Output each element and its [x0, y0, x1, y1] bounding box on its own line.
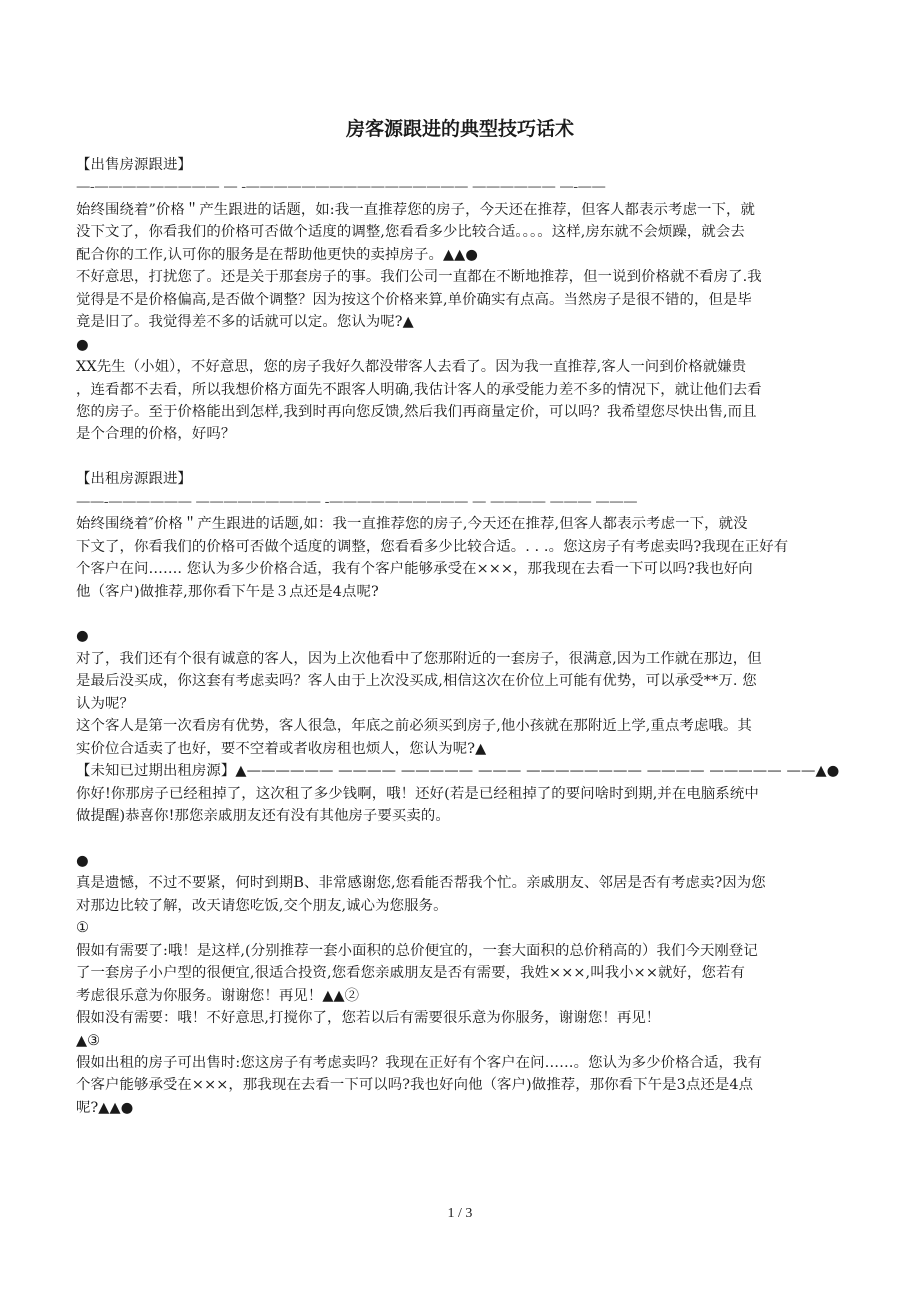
- text-line: 了一套房子小户型的很便宜,很适合投资,您看您亲戚朋友是否有需要，我姓×××,叫我小××就好，您若有: [76, 965, 745, 982]
- text-line: 对那边比较了解，改天请您吃饭,交个朋友,诚心为您服务。: [76, 897, 448, 914]
- text-line: 假如有需要了:哦！是这样,(分别推荐一套小面积的总价便宜的，一套大面积的总价稍高的）我们今天刚登记: [76, 942, 758, 959]
- text-line: 个客户能够承受在×××，那我现在去看一下可以吗?我也好向他（客户)做推荐，那你看下午是3点还是4点: [76, 1077, 754, 1094]
- text-line: 认为呢？: [76, 695, 134, 712]
- text-line: 配合你的工作,认可你的服务是在帮助他更快的卖掉房子。▲▲●: [76, 246, 478, 263]
- text-line: ，连看都不去看，所以我想价格方面先不跟客人明确,我估计客人的承受能力差不多的情况下，就让他们去看: [76, 381, 762, 398]
- text-line: 下文了，你看我们的价格可否做个适度的调整，您看看多少比较合适。. . .。您这房子有考虑卖吗?我现在正好有: [76, 538, 789, 555]
- text-line: ●: [76, 336, 89, 353]
- text-line: 假如没有需要：哦！不好意思,打搅你了，您若以后有需要很乐意为你服务，谢谢您！再见！: [76, 1010, 661, 1027]
- text-line: 这个客人是第一次看房有优势，客人很急，年底之前必须买到房子,他小孩就在那附近上学,重点考虑哦。其: [76, 718, 752, 735]
- text-line: 【出租房源跟进】: [76, 471, 192, 488]
- text-line: ▲③: [76, 1032, 101, 1049]
- text-line: 不好意思，打扰您了。还是关于那套房子的事。我们公司一直都在不断地推荐，但一说到价格就不看房了.我: [76, 269, 762, 286]
- page-indicator: 1 / 3: [447, 1206, 473, 1221]
- text-line: 觉得是不是价格偏高,是否做个调整？因为按这个价格来算,单价确实有点高。当然房子是很不错的，但是毕: [76, 291, 752, 308]
- text-line: 考虑很乐意为你服务。谢谢您！再见！▲▲②: [76, 987, 360, 1004]
- text-line: 实价位合适卖了也好，要不空着或者收房租也烦人，您认为呢?▲: [76, 740, 487, 757]
- text-line: 真是遗憾，不过不要紧，何时到期B、非常感谢您,您看能否帮我个忙。亲戚朋友、邻居是否有考虑卖?因为您: [76, 875, 766, 892]
- text-line: 【出售房源跟进】: [76, 157, 192, 173]
- document-title: 房客源跟进的典型技巧话术: [345, 118, 574, 140]
- text-line: 竟是旧了。我觉得差不多的话就可以定。您认为呢?▲: [76, 314, 414, 331]
- text-line: 他（客户)做推荐,那你看下午是３点还是4点呢?: [76, 583, 379, 600]
- text-line: ①: [76, 920, 90, 937]
- text-line: ●: [76, 852, 89, 869]
- text-line: 是最后没买成，你这套有考虑卖吗？客人由于上次没买成,相信这次在价位上可能有优势，可以承受**万. 您: [76, 673, 757, 690]
- text-line: 对了，我们还有个很有诚意的客人，因为上次他看中了您那附近的一套房子，很满意,因为工作就在那边，但: [76, 650, 762, 667]
- text-line: 您的房子。至于价格能出到怎样,我到时再向您反馈,然后我们再商量定价，可以吗？我希望您尽快出售,而且: [76, 403, 757, 420]
- text-line: ●: [76, 628, 89, 645]
- text-line: 个客户在问……. 您认为多少价格合适，我有个客户能够承受在×××，那我现在去看一下可以吗?我也好向: [76, 561, 753, 578]
- text-line: —-————————— — -———————————————— —————— —-——: [76, 179, 606, 196]
- text-line: 呢?▲▲●: [76, 1099, 134, 1116]
- text-line: XX先生（小姐），不好意思，您的房子我好久都没带客人去看了。因为我一直推荐,客人一问到价格就嫌贵: [76, 359, 747, 376]
- text-line: 没下文了，你看我们的价格可否做个适度的调整,您看看多少比较合适。。。。这样,房东就不会烦躁，就会去: [76, 224, 745, 241]
- text-line: 是个合理的价格，好吗？: [76, 426, 236, 443]
- text-line: 始终围绕着”价格＂产生跟进的话题，如:我一直推荐您的房子，今天还在推荐，但客人都表示考虑一下，就: [76, 201, 755, 218]
- text-line: 做提醒)恭喜你!那您亲戚朋友还有没有其他房子要买卖的。: [76, 808, 450, 825]
- text-line: 你好!你那房子已经租掉了，这次租了多少钱啊，哦！还好(若是已经租掉了的要问啥时到期,并在电脑系统中: [76, 785, 759, 802]
- text-line: 【未知已过期出租房源】▲—————— ———— ————— ——— ———————— ———— ————— ——▲●: [76, 763, 840, 780]
- text-line: 假如出租的房子可出售时:您这房子有考虑卖吗？我现在正好有个客户在问……。您认为多少价格合适，我有: [76, 1055, 763, 1071]
- text-line: 始终围绕着″价格＂产生跟进的话题,如：我一直推荐您的房子,今天还在推荐,但客人都表示考虑一下，就没: [76, 516, 748, 533]
- text-line: ——-—————— ————————— -—————————— — ———— ——— ———: [76, 493, 638, 510]
